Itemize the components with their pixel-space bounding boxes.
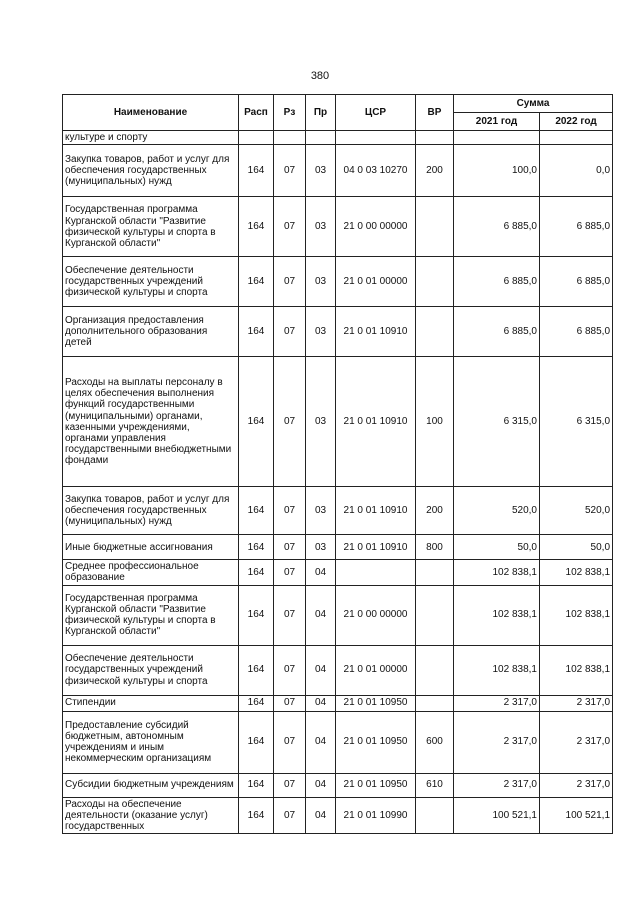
row-sum-2021: 520,0 [454,487,540,535]
row-sum-2021: 2 317,0 [454,695,540,711]
row-sum-2022: 100 521,1 [540,797,613,834]
header-vr: ВР [416,95,454,131]
row-sum-2021: 2 317,0 [454,711,540,773]
row-rasp: 164 [239,645,274,695]
row-pr: 03 [306,357,336,487]
row-rasp: 164 [239,197,274,257]
row-name: Среднее профессиональное образование [63,560,239,585]
row-rz: 07 [274,773,306,797]
header-pr: Пр [306,95,336,131]
row-rasp: 164 [239,257,274,307]
row-vr: 610 [416,773,454,797]
row-vr: 200 [416,145,454,197]
row-name: культуре и спорту [63,131,239,145]
row-csr: 21 0 01 00000 [336,645,416,695]
row-sum-2022: 2 317,0 [540,773,613,797]
row-vr [416,307,454,357]
row-rz: 07 [274,145,306,197]
row-csr [336,560,416,585]
row-sum-2022: 102 838,1 [540,585,613,645]
row-rasp: 164 [239,145,274,197]
row-rasp [239,131,274,145]
row-sum-2022: 102 838,1 [540,560,613,585]
row-rz: 07 [274,197,306,257]
row-csr: 21 0 01 10950 [336,711,416,773]
row-pr: 04 [306,797,336,834]
row-sum-2021: 50,0 [454,535,540,560]
row-pr [306,131,336,145]
row-rasp: 164 [239,535,274,560]
table-row [63,487,613,535]
row-name: Закупка товаров, работ и услуг для обеспечения государственных (муниципальных) нужд [63,487,239,535]
row-pr: 04 [306,585,336,645]
row-pr: 04 [306,695,336,711]
row-csr: 21 0 00 00000 [336,197,416,257]
header-name: Наименование [63,95,239,131]
row-pr: 03 [306,487,336,535]
row-rz: 07 [274,585,306,645]
table-row [63,131,613,145]
row-vr: 600 [416,711,454,773]
row-csr: 21 0 01 10910 [336,535,416,560]
row-name: Расходы на выплаты персоналу в целях обеспечения выполнения функций государственными (муниципальными) органами, казенными учреждениями, органами управления государственными внебюджетными фондами [63,357,239,487]
row-name: Предоставление субсидий бюджетным, автономным учреждениям и иным некоммерческим организациям [63,711,239,773]
row-csr: 04 0 03 10270 [336,145,416,197]
row-sum-2022: 520,0 [540,487,613,535]
row-pr: 03 [306,197,336,257]
row-csr: 21 0 01 10990 [336,797,416,834]
row-name: Субсидии бюджетным учреждениям [63,773,239,797]
row-rz: 07 [274,257,306,307]
header-year-2022: 2022 год [540,113,613,131]
row-rz: 07 [274,535,306,560]
row-vr [416,695,454,711]
row-vr: 800 [416,535,454,560]
row-rz: 07 [274,560,306,585]
row-sum-2021 [454,131,540,145]
row-rasp: 164 [239,797,274,834]
row-sum-2022: 6 885,0 [540,307,613,357]
row-vr [416,585,454,645]
row-pr: 03 [306,257,336,307]
row-sum-2022: 2 317,0 [540,711,613,773]
row-sum-2022 [540,131,613,145]
table-row [63,307,613,357]
row-pr: 04 [306,773,336,797]
row-csr: 21 0 01 00000 [336,257,416,307]
row-rasp: 164 [239,773,274,797]
row-pr: 04 [306,560,336,585]
row-rasp: 164 [239,560,274,585]
row-vr [416,257,454,307]
row-vr: 200 [416,487,454,535]
row-pr: 03 [306,535,336,560]
row-name: Стипендии [63,695,239,711]
row-sum-2022: 6 315,0 [540,357,613,487]
row-sum-2022: 102 838,1 [540,645,613,695]
table-row [63,197,613,257]
row-sum-2021: 100 521,1 [454,797,540,834]
row-vr [416,645,454,695]
row-vr [416,797,454,834]
row-sum-2021: 102 838,1 [454,585,540,645]
row-vr [416,197,454,257]
row-csr: 21 0 01 10950 [336,773,416,797]
row-name: Обеспечение деятельности государственных учреждений физической культуры и спорта [63,645,239,695]
row-name: Закупка товаров, работ и услуг для обеспечения государственных (муниципальных) нужд [63,145,239,197]
row-name: Расходы на обеспечение деятельности (оказание услуг) государственных [63,797,239,834]
row-rz: 07 [274,695,306,711]
row-rz: 07 [274,357,306,487]
row-csr: 21 0 01 10910 [336,357,416,487]
row-rasp: 164 [239,695,274,711]
table-row [63,773,613,797]
header-sum: Сумма [454,95,613,113]
row-rasp: 164 [239,711,274,773]
table-row [63,560,613,585]
row-csr: 21 0 01 10910 [336,307,416,357]
table-row [63,645,613,695]
table-row [63,585,613,645]
row-pr: 03 [306,145,336,197]
row-rasp: 164 [239,585,274,645]
row-rasp: 164 [239,307,274,357]
table-row [63,257,613,307]
row-rasp: 164 [239,357,274,487]
page-number: 380 [310,70,330,82]
row-csr: 21 0 01 10950 [336,695,416,711]
row-vr: 100 [416,357,454,487]
header-csr: ЦСР [336,95,416,131]
row-csr [336,131,416,145]
row-pr: 04 [306,645,336,695]
table-row [63,695,613,711]
header-year-2021: 2021 год [454,113,540,131]
table-row [63,357,613,487]
row-sum-2021: 6 315,0 [454,357,540,487]
row-sum-2021: 6 885,0 [454,257,540,307]
row-rz [274,131,306,145]
row-sum-2021: 2 317,0 [454,773,540,797]
row-sum-2021: 100,0 [454,145,540,197]
table-row [63,535,613,560]
row-sum-2022: 50,0 [540,535,613,560]
row-sum-2022: 0,0 [540,145,613,197]
table-body [63,131,613,834]
row-csr: 21 0 01 10910 [336,487,416,535]
row-sum-2021: 102 838,1 [454,645,540,695]
row-csr: 21 0 00 00000 [336,585,416,645]
row-vr [416,560,454,585]
row-sum-2021: 6 885,0 [454,197,540,257]
row-name: Обеспечение деятельности государственных учреждений физической культуры и спорта [63,257,239,307]
row-sum-2022: 2 317,0 [540,695,613,711]
row-sum-2021: 6 885,0 [454,307,540,357]
row-rz: 07 [274,645,306,695]
row-rasp: 164 [239,487,274,535]
row-sum-2022: 6 885,0 [540,257,613,307]
row-name: Государственная программа Курганской области "Развитие физической культуры и спорта в Курганской области" [63,197,239,257]
table-row [63,145,613,197]
row-sum-2021: 102 838,1 [454,560,540,585]
row-rz: 07 [274,307,306,357]
row-rz: 07 [274,487,306,535]
row-name: Государственная программа Курганской области "Развитие физической культуры и спорта в Курганской области" [63,585,239,645]
row-vr [416,131,454,145]
row-rz: 07 [274,711,306,773]
row-rz: 07 [274,797,306,834]
row-sum-2022: 6 885,0 [540,197,613,257]
row-pr: 03 [306,307,336,357]
table-row [63,711,613,773]
row-pr: 04 [306,711,336,773]
header-rz: Рз [274,95,306,131]
row-name: Организация предоставления дополнительного образования детей [63,307,239,357]
table-row [63,797,613,834]
budget-table [62,94,613,834]
row-name: Иные бюджетные ассигнования [63,535,239,560]
header-rasp: Расп [239,95,274,131]
